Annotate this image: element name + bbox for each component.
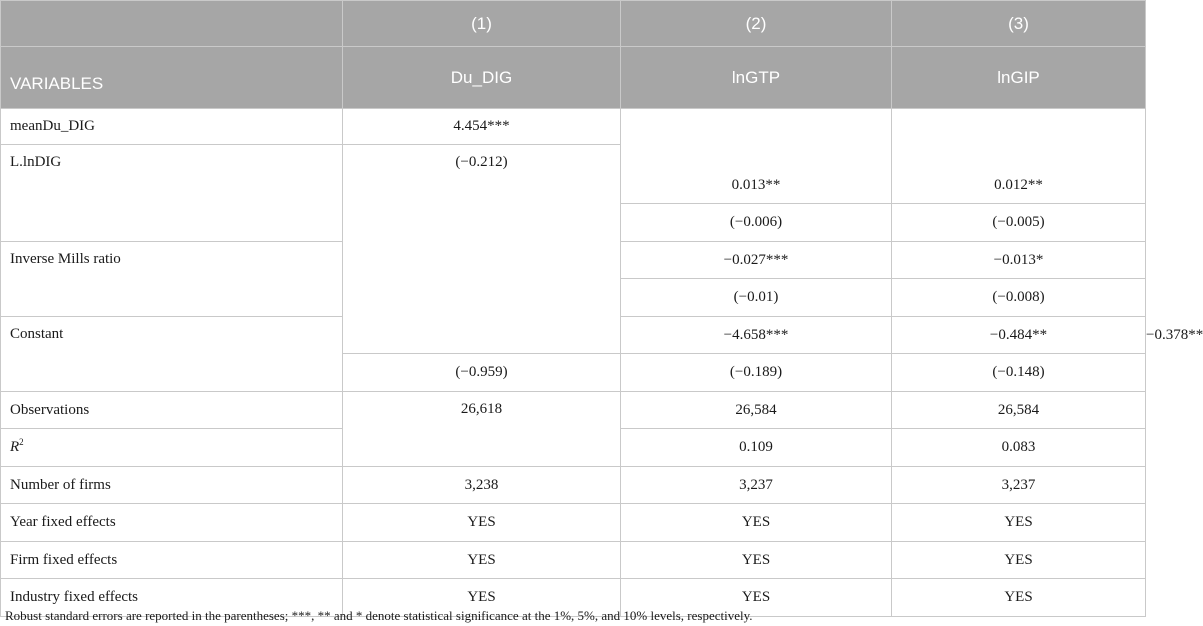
- col-header-lngip: lnGIP: [892, 47, 1146, 109]
- cell-firms-c3: 3,237: [892, 467, 1146, 504]
- col-header-du-dig: Du_DIG: [343, 47, 621, 109]
- cell-firm-fe-c1: YES: [343, 542, 621, 579]
- cell-firms-c2: 3,237: [621, 467, 892, 504]
- col-header-lngtp: lnGTP: [621, 47, 892, 109]
- cell-industry-fe-c2: YES: [621, 579, 892, 617]
- header-blank: [1, 1, 343, 47]
- row-label-meandu-dig: meanDu_DIG: [1, 109, 343, 145]
- cell-lndig-c3: 0.012**: [892, 109, 1146, 204]
- cell-observations-c2: 26,584: [621, 392, 892, 429]
- cell-lndig-se-c3: (−0.005): [892, 204, 1146, 242]
- cell-constant-se-c3: (−0.148): [892, 354, 1146, 392]
- cell-observations-c1: 26,618: [343, 392, 621, 467]
- col-number-3: (3): [892, 1, 1146, 47]
- row-label-r-squared: [1, 429, 343, 467]
- r-squared-symbol: R: [10, 439, 20, 455]
- row-label-firm-fe: Firm fixed effects: [1, 542, 343, 579]
- cell-imr-c2: −0.027***: [621, 242, 892, 279]
- col-number-2: (2): [621, 1, 892, 47]
- cell-r2-c3: 0.083: [892, 429, 1146, 467]
- variables-header: VARIABLES: [1, 47, 343, 109]
- cell-constant-c2: −0.484**: [892, 317, 1146, 354]
- col-number-1: (1): [343, 1, 621, 47]
- cell-firm-fe-c2: YES: [621, 542, 892, 579]
- row-label-number-of-firms: Number of firms: [1, 467, 343, 504]
- cell-constant-se-c1: (−0.959): [343, 354, 621, 392]
- cell-year-fe-c1: YES: [343, 504, 621, 542]
- cell-imr-se-c2: (−0.01): [621, 279, 892, 317]
- cell-lndig-se-c2: (−0.006): [621, 204, 892, 242]
- cell-year-fe-c2: YES: [621, 504, 892, 542]
- table-row: [1, 392, 1146, 429]
- cell-industry-fe-c1: YES: [343, 579, 621, 617]
- table-row: [1, 109, 1146, 145]
- cell-meandu-dig-c1: 4.454***: [343, 109, 621, 145]
- cell-constant-se-c2: (−0.189): [621, 354, 892, 392]
- row-label-inverse-mills: Inverse Mills ratio: [1, 242, 343, 317]
- row-label-year-fe: Year fixed effects: [1, 504, 343, 542]
- table-row: [1, 467, 1146, 504]
- table-row: [1, 504, 1146, 542]
- cell-firms-c1: 3,238: [343, 467, 621, 504]
- table-footnote: Robust standard errors are reported in the parentheses; ***, ** and * denote statistical significance at the 1%, 5%, and 10% levels, respectively.: [5, 608, 753, 623]
- cell-year-fe-c3: YES: [892, 504, 1146, 542]
- r-squared-superscript: 2: [19, 437, 24, 447]
- table-body: [1, 109, 1203, 617]
- row-label-industry-fe: Industry fixed effects: [1, 579, 343, 617]
- cell-firm-fe-c3: YES: [892, 542, 1146, 579]
- cell-lndig-c2: 0.013**: [621, 109, 892, 204]
- row-label-constant: Constant: [1, 317, 343, 392]
- table-header: [1, 1, 1146, 109]
- cell-imr-c3: −0.013*: [892, 242, 1146, 279]
- row-label-l-lndig: L.lnDIG: [1, 145, 343, 242]
- cell-observations-c3: 26,584: [892, 392, 1146, 429]
- table-row: Constant −4.658*** −0.484** −0.378**: [1, 317, 1146, 354]
- cell-industry-fe-c3: YES: [892, 579, 1146, 617]
- cell-lndig-c1: (−0.212): [343, 145, 621, 354]
- row-label-observations: Observations: [1, 392, 343, 429]
- cell-r2-c2: 0.109: [621, 429, 892, 467]
- cell-imr-se-c3: (−0.008): [892, 279, 1146, 317]
- table-row: [1, 542, 1146, 579]
- cell-constant-c1: −4.658***: [621, 317, 892, 354]
